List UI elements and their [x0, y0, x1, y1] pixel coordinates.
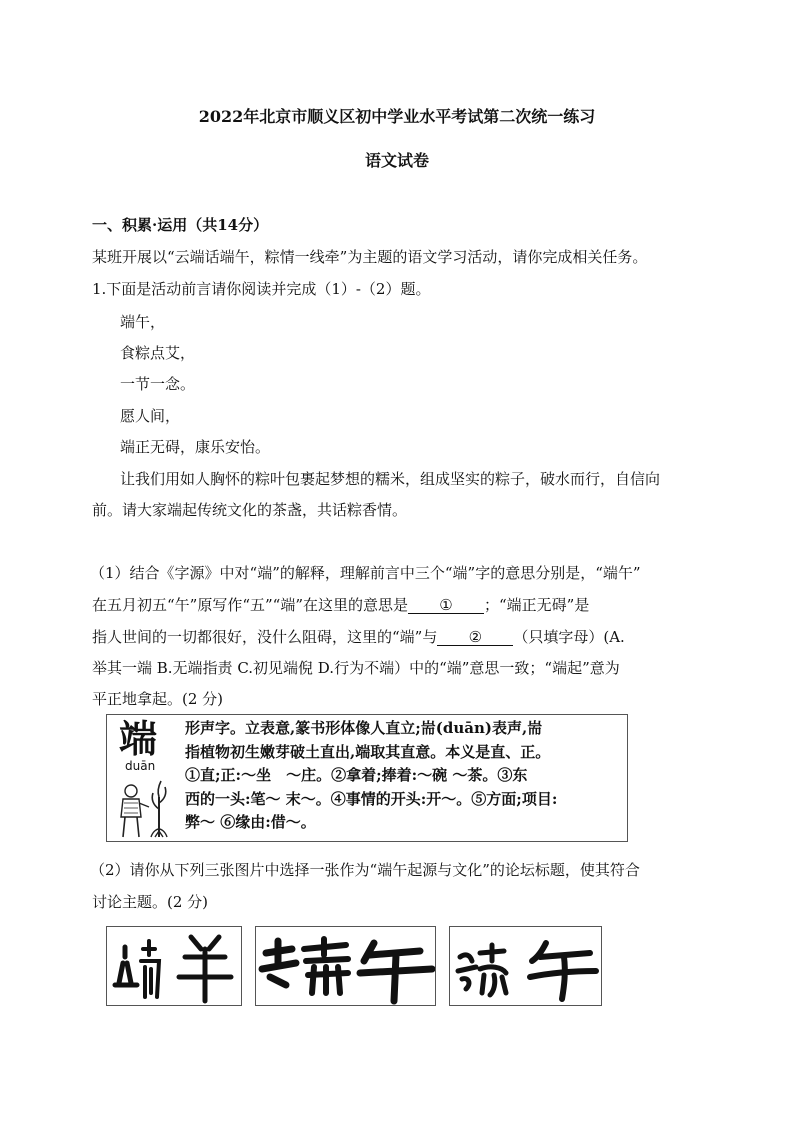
calligraphy-image-1 — [107, 927, 242, 1006]
q1-1-text: 举其一端 B.无端指责 C.初见端倪 D.行为不端）中的“端”意思一致；“端起”意为 — [92, 659, 620, 677]
definition-line: 指植物初生嫩芽破土直出,端取其直意。本义是直、正。 — [185, 742, 551, 761]
q1-2-text: （2）请你从下列三张图片中选择一张作为“端午起源与文化”的论坛标题，使其符合 — [90, 861, 640, 879]
calligraphy-option-3[interactable] — [449, 926, 602, 1006]
q1-1-text-part: （只填字母）(A. — [513, 628, 625, 646]
dictionary-pinyin: duān — [125, 759, 156, 773]
definition-line: 西的一头:笔～ 末～。④事情的开头:开～。⑤方面;项目: — [185, 789, 558, 808]
section-intro: 某班开展以“云端话端午，粽情一线牵”为主题的语文学习活动，请你完成相关任务。 — [92, 248, 648, 266]
q1-1-text-part: 指人世间的一切都很好，没什么阻碍，这里的“端”与 — [92, 628, 438, 646]
q1-2-text: 讨论主题。(2 分) — [92, 893, 209, 911]
calligraphy-option-1[interactable] — [106, 926, 242, 1006]
calligraphy-option-2[interactable] — [255, 926, 436, 1006]
exam-subtitle: 语文试卷 — [364, 151, 429, 170]
q1-1-text: 平正地拿起。(2 分) — [92, 690, 224, 708]
preface-line: 端午， — [120, 313, 166, 331]
answer-blank-2[interactable]: ② — [437, 629, 513, 646]
preface-paragraph: 让我们用如人胸怀的粽叶包裹起梦想的糯米，组成坚实的粽子，破水而行，自信向 — [120, 470, 661, 488]
answer-blank-1[interactable]: ① — [408, 597, 484, 614]
q1-1-text: （1）结合《字源》中对“端”的解释，理解前言中三个“端”字的意思分别是，“端午” — [90, 564, 641, 582]
preface-line: 一节一念。 — [120, 375, 196, 393]
preface-line: 食粽点艾， — [120, 344, 196, 362]
q1-1-text — [92, 626, 625, 647]
exam-title: 2022年北京市顺义区初中学业水平考试第二次统一练习 — [198, 107, 596, 126]
dictionary-box — [106, 714, 628, 842]
q1-1-text-part: 在五月初五“午”原写作“五”“端”在这里的意思是 — [92, 596, 409, 614]
preface-line: 端正无碍，康乐安怡。 — [120, 438, 271, 456]
calligraphy-image-3 — [450, 927, 602, 1006]
dictionary-char: 端 — [119, 716, 158, 761]
calligraphy-image-2 — [256, 927, 436, 1006]
preface-line: 愿人间， — [120, 407, 181, 425]
dictionary-definition — [185, 717, 625, 835]
person-plant-illustration-icon — [113, 777, 177, 841]
definition-line: 形声字。立表意,篆书形体像人直立;耑(duān)表声,耑 — [185, 719, 543, 737]
preface-paragraph: 前。请大家端起传统文化的茶盏，共话粽香情。 — [92, 501, 408, 519]
q1-1-text — [92, 594, 589, 615]
dictionary-glyph — [111, 716, 179, 837]
section-heading: 一、积累·运用（共14分） — [92, 216, 269, 234]
definition-line: 弊～ ⑥缘由:借～。 — [185, 813, 316, 832]
definition-line: ①直;正:～坐 ～庄。②拿着;捧着:～碗 ～茶。③东 — [185, 766, 528, 785]
q1-1-text-part: ；“端正无碍”是 — [484, 596, 590, 614]
question-1: 1.下面是活动前言请你阅读并完成（1）-（2）题。 — [92, 280, 431, 298]
